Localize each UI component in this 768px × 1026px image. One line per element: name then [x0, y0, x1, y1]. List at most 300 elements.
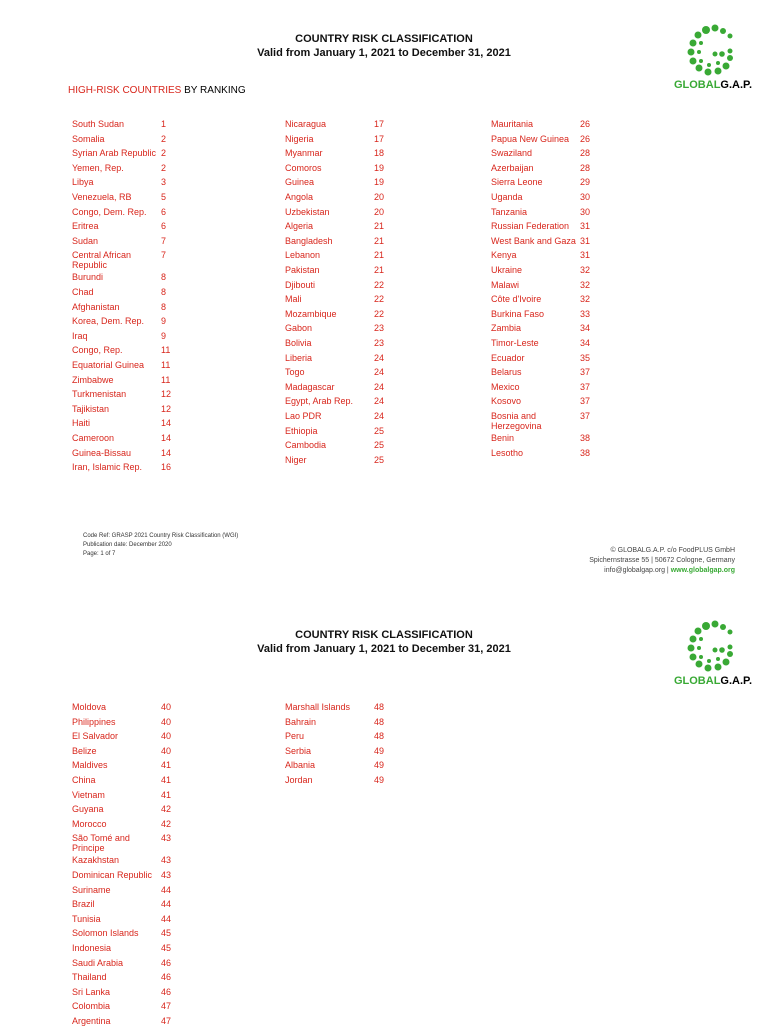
country-row [491, 133, 591, 144]
country-row [285, 367, 385, 378]
section-heading-rest: BY RANKING [181, 85, 246, 96]
country-row [72, 206, 167, 217]
country-row [285, 716, 385, 727]
country-row [72, 286, 167, 297]
logo-wordmark [668, 78, 758, 92]
country-rank: 37 [580, 381, 591, 392]
country-row [285, 162, 385, 173]
country-name: Tanzania [491, 206, 528, 217]
country-row [72, 250, 167, 271]
country-row [72, 330, 167, 341]
country-name: Gabon [285, 323, 313, 334]
country-name: Pakistan [285, 265, 320, 275]
country-row [72, 957, 172, 968]
country-rank: 2 [161, 148, 167, 159]
country-rank: 22 [374, 279, 385, 290]
country-rank: 43 [161, 855, 172, 866]
country-rank: 17 [374, 133, 385, 144]
country-rank: 42 [161, 804, 172, 815]
country-row [491, 192, 591, 202]
country-rank: 49 [374, 745, 385, 756]
country-name: West Bank and Gaza [491, 235, 576, 246]
country-row [72, 316, 167, 327]
country-name: Central African Republic [72, 250, 132, 271]
country-row [285, 192, 385, 202]
country-rank: 46 [161, 986, 172, 997]
country-name: Egypt, Arab Rep. [285, 396, 354, 407]
country-name: Nigeria [285, 133, 314, 144]
footer-right [589, 546, 735, 576]
country-name: Iraq [72, 330, 88, 341]
country-name: Guinea-Bissau [72, 447, 132, 458]
country-name: Saudi Arabia [72, 957, 124, 968]
country-name: Mexico [491, 381, 520, 392]
country-rank: 21 [374, 250, 385, 261]
country-rank: 40 [161, 731, 172, 742]
country-row [72, 418, 172, 429]
country-rank: 46 [161, 957, 172, 968]
country-rank: 12 [161, 389, 172, 400]
country-row [72, 1015, 172, 1026]
country-rank: 24 [374, 367, 385, 378]
country-name: Sudan [72, 235, 99, 246]
country-name: Syrian Arab Republic [72, 148, 157, 159]
country-name: Swaziland [491, 148, 533, 159]
country-name: Thailand [72, 972, 107, 983]
country-row [285, 206, 385, 217]
country-row [72, 462, 172, 473]
country-name: El Salvador [72, 731, 119, 742]
country-rank: 12 [161, 403, 172, 414]
country-rank: 25 [374, 425, 385, 436]
country-rank: 2 [161, 162, 167, 173]
globalgap-logo [668, 22, 758, 102]
country-row [72, 119, 167, 129]
country-rank: 28 [580, 162, 591, 173]
country-rank: 16 [161, 462, 172, 473]
country-name: Colombia [72, 1001, 111, 1012]
country-name: Marshall Islands [285, 702, 351, 712]
country-name: Congo, Rep. [72, 345, 123, 356]
country-row [72, 432, 172, 443]
country-row [72, 899, 172, 910]
country-name: Yemen, Rep. [72, 162, 124, 173]
country-row [285, 745, 385, 756]
footer-copyright: © GLOBALG.A.P. c/o FoodPLUS GmbH [610, 547, 735, 554]
country-name: Indonesia [72, 942, 112, 953]
country-rank: 31 [580, 250, 591, 261]
country-name: Malawi [491, 279, 520, 290]
country-rank: 17 [374, 119, 385, 129]
country-rank: 21 [374, 265, 385, 275]
country-name: Maldives [72, 760, 108, 771]
country-rank: 48 [374, 716, 385, 727]
logo-wordmark-bold: GLOBAL [673, 79, 721, 91]
country-row [285, 323, 385, 334]
country-rank: 11 [161, 359, 171, 370]
country-name: Sri Lanka [72, 986, 111, 997]
country-row [491, 352, 591, 363]
country-row [72, 986, 172, 997]
country-name: Korea, Dem. Rep. [72, 316, 145, 327]
country-rank: 28 [580, 148, 591, 159]
country-row [72, 789, 172, 800]
country-row [72, 403, 172, 414]
country-row [72, 731, 172, 742]
country-name: Comoros [285, 162, 322, 173]
country-rank: 9 [161, 316, 167, 327]
country-rank: 6 [161, 206, 167, 217]
country-row [72, 804, 172, 815]
country-name: Kenya [491, 250, 517, 261]
country-name: Moldova [72, 702, 107, 712]
country-row [72, 775, 172, 785]
country-rank: 14 [161, 432, 172, 443]
country-row [285, 148, 385, 159]
country-row [72, 272, 167, 283]
country-row [285, 411, 385, 421]
country-rank: 32 [580, 294, 591, 305]
country-rank: 41 [161, 775, 172, 785]
country-row [72, 389, 172, 400]
country-row [72, 359, 171, 370]
country-row [72, 884, 172, 895]
country-name: Cambodia [285, 440, 327, 451]
country-row [491, 381, 591, 392]
country-name: Azerbaijan [491, 162, 534, 173]
country-rank: 23 [374, 323, 385, 334]
logo-wordmark [668, 674, 758, 688]
country-row [72, 855, 172, 866]
country-name: Iran, Islamic Rep. [72, 462, 143, 473]
country-name: Morocco [72, 818, 107, 829]
country-row [285, 760, 385, 771]
country-row [285, 250, 385, 261]
country-name: Bolivia [285, 338, 312, 348]
country-rank: 5 [161, 192, 167, 202]
globalgap-g-logo-icon [668, 618, 758, 674]
country-rank: 44 [161, 899, 172, 910]
country-rank: 7 [161, 235, 167, 246]
country-name: Solomon Islands [72, 928, 139, 939]
country-rank: 34 [580, 338, 591, 348]
country-name: Niger [285, 454, 307, 465]
country-rank: 44 [161, 884, 172, 895]
country-row [491, 148, 591, 159]
country-name: Myanmar [285, 148, 323, 159]
country-row [491, 279, 591, 290]
country-name: Bangladesh [285, 235, 333, 246]
country-rank: 24 [374, 381, 385, 392]
footer-left [83, 532, 238, 559]
country-name: Afghanistan [72, 301, 120, 312]
country-name: Uzbekistan [285, 206, 330, 217]
country-rank: 8 [161, 301, 167, 312]
code-reference: Code Ref: GRASP 2021 Country Risk Classification (WGI) [83, 533, 239, 539]
country-row [285, 221, 385, 232]
country-rank: 37 [580, 367, 591, 378]
country-row [491, 308, 591, 319]
section-heading [68, 85, 246, 97]
country-name: Lebanon [285, 250, 321, 261]
country-row [491, 162, 591, 173]
logo-wordmark-rest: G.A.P. [720, 79, 753, 91]
country-rank: 40 [161, 702, 172, 712]
country-row [72, 833, 172, 854]
country-rank: 24 [374, 396, 385, 407]
document-page-2 [0, 592, 768, 1024]
country-row [285, 279, 385, 290]
country-rank: 40 [161, 716, 172, 727]
country-row [491, 294, 591, 305]
country-rank: 44 [161, 913, 172, 924]
country-rank: 32 [580, 265, 591, 275]
country-name: São Tomé and Principe [72, 833, 130, 854]
country-name: Liberia [285, 352, 313, 363]
country-name: Jordan [285, 775, 313, 785]
country-rank: 8 [161, 286, 167, 297]
country-name: Mali [285, 294, 302, 305]
country-name: Burundi [72, 272, 104, 283]
country-rank: 14 [161, 418, 172, 429]
country-rank: 24 [374, 411, 385, 421]
footer-address: Spichernstrasse 55 | 50672 Cologne, Germany [589, 557, 735, 564]
country-rank: 43 [161, 869, 172, 880]
country-name: Argentina [72, 1015, 111, 1026]
country-row [72, 928, 172, 939]
country-row [72, 869, 172, 880]
country-name: Tajikistan [72, 403, 110, 414]
page-subtitle: Valid from January 1, 2021 to December 31, 2021 [257, 643, 511, 655]
country-name: Timor-Leste [491, 338, 539, 348]
country-rank: 38 [580, 432, 591, 443]
publication-date: Publication date: December 2020 [83, 542, 172, 548]
country-rank: 45 [161, 942, 172, 953]
country-row [72, 345, 171, 356]
country-rank: 21 [374, 235, 385, 246]
country-rank: 3 [161, 177, 167, 188]
country-row [285, 308, 385, 319]
country-row [491, 396, 591, 407]
country-name: Angola [285, 192, 314, 202]
country-row [491, 265, 591, 275]
country-rank: 35 [580, 352, 591, 363]
page-number: Page: 1 of 7 [83, 551, 116, 557]
country-name: Zimbabwe [72, 374, 114, 385]
country-name: Eritrea [72, 221, 99, 232]
country-name: Bahrain [285, 716, 317, 727]
country-rank: 40 [161, 745, 172, 756]
country-name: Philippines [72, 716, 116, 727]
country-rank: 2 [161, 133, 167, 144]
country-rank: 31 [580, 235, 591, 246]
section-heading-highlight: HIGH-RISK COUNTRIES [68, 85, 182, 96]
country-rank: 24 [374, 352, 385, 363]
country-row [72, 913, 172, 924]
country-name: Dominican Republic [72, 869, 153, 880]
country-row [491, 177, 591, 188]
country-name: Sierra Leone [491, 177, 543, 188]
country-row [285, 235, 385, 246]
logo-wordmark-rest: G.A.P. [720, 675, 753, 687]
country-name: Chad [72, 286, 94, 297]
country-row [72, 235, 167, 246]
country-row [491, 447, 591, 458]
country-name: Bosnia and Herzegovina [491, 411, 542, 431]
country-row [285, 265, 385, 275]
country-name: Serbia [285, 745, 312, 756]
country-rank: 25 [374, 440, 385, 451]
country-rank: 23 [374, 338, 385, 348]
country-rank: 41 [161, 789, 172, 800]
country-name: Kazakhstan [72, 855, 120, 866]
country-rank: 31 [580, 221, 591, 232]
country-row [72, 818, 172, 829]
country-rank: 18 [374, 148, 385, 159]
country-row [491, 411, 591, 431]
country-name: Belize [72, 745, 97, 756]
country-rank: 30 [580, 192, 591, 202]
footer-email[interactable]: info@globalgap.org | [604, 567, 671, 574]
country-name: Tunisia [72, 913, 101, 924]
country-row [285, 425, 385, 436]
country-name: Somalia [72, 133, 105, 144]
country-rank: 21 [374, 221, 385, 232]
country-name: Ukraine [491, 265, 523, 275]
country-row [72, 192, 167, 202]
country-name: Zambia [491, 323, 522, 334]
country-row [285, 702, 385, 712]
country-row [285, 294, 385, 305]
country-row [72, 177, 167, 188]
country-row [72, 447, 172, 458]
country-rank: 20 [374, 192, 385, 202]
country-name: Guyana [72, 804, 104, 815]
logo-wordmark-bold: GLOBAL [673, 675, 721, 687]
country-rank: 43 [161, 833, 172, 844]
country-row [285, 338, 385, 348]
country-row [285, 119, 385, 129]
country-row [285, 352, 385, 363]
country-rank: 48 [374, 731, 385, 742]
country-name: Albania [285, 760, 316, 771]
country-row [491, 367, 591, 378]
globalgap-logo [668, 618, 758, 698]
country-name: Nicaragua [285, 119, 327, 129]
country-row [72, 760, 172, 771]
country-row [72, 133, 167, 144]
country-row [491, 119, 591, 129]
country-name: Equatorial Guinea [72, 359, 145, 370]
country-row [72, 374, 171, 385]
country-row [285, 731, 385, 742]
country-rank: 14 [161, 447, 172, 458]
country-name: Mauritania [491, 119, 534, 129]
country-row [72, 301, 167, 312]
country-rank: 8 [161, 272, 167, 283]
country-row [285, 177, 385, 188]
country-name: Haiti [72, 418, 91, 429]
country-row [72, 745, 172, 756]
country-rank: 26 [580, 133, 591, 144]
country-name: Russian Federation [491, 221, 570, 232]
country-rank: 49 [374, 760, 385, 771]
country-name: Suriname [72, 884, 111, 895]
country-row [72, 702, 172, 712]
country-name: Guinea [285, 177, 315, 188]
page-title: COUNTRY RISK CLASSIFICATION [295, 33, 473, 45]
country-rank: 19 [374, 177, 385, 188]
country-rank: 46 [161, 972, 172, 983]
country-rank: 30 [580, 206, 591, 217]
country-name: Côte d'Ivoire [491, 294, 542, 305]
country-rank: 11 [161, 374, 171, 385]
country-name: South Sudan [72, 119, 125, 129]
footer-contact [589, 566, 735, 576]
footer-website-link[interactable]: www.globalgap.org [670, 567, 735, 574]
country-name: China [72, 775, 96, 785]
country-name: Togo [285, 367, 305, 378]
country-rank: 20 [374, 206, 385, 217]
country-row [72, 942, 172, 953]
country-name: Benin [491, 432, 515, 443]
country-name: Libya [72, 177, 94, 188]
country-name: Vietnam [72, 789, 105, 800]
country-rank: 11 [161, 345, 171, 356]
country-row [72, 972, 172, 983]
country-name: Papua New Guinea [491, 133, 570, 144]
country-rank: 9 [161, 330, 167, 341]
country-name: Ethiopia [285, 425, 318, 436]
country-rank: 38 [580, 447, 591, 458]
country-rank: 49 [374, 775, 385, 785]
country-row [285, 440, 385, 451]
country-rank: 42 [161, 818, 172, 829]
country-name: Lesotho [491, 447, 524, 458]
country-rank: 22 [374, 308, 385, 319]
country-rank: 48 [374, 702, 385, 712]
country-row [491, 235, 591, 246]
country-rank: 26 [580, 119, 591, 129]
country-row [285, 775, 385, 785]
country-row [72, 148, 167, 159]
country-row [72, 1001, 172, 1012]
country-rank: 34 [580, 323, 591, 334]
country-row [491, 250, 591, 261]
country-name: Turkmenistan [72, 389, 127, 400]
country-rank: 19 [374, 162, 385, 173]
country-row [491, 323, 591, 334]
country-row [491, 221, 591, 232]
country-name: Ecuador [491, 352, 525, 363]
country-row [491, 206, 591, 217]
country-name: Belarus [491, 367, 522, 378]
country-row [72, 221, 167, 232]
country-name: Mozambique [285, 308, 337, 319]
country-name: Uganda [491, 192, 523, 202]
country-row [72, 162, 167, 173]
country-rank: 37 [580, 411, 591, 421]
country-name: Burkina Faso [491, 308, 545, 319]
country-row [285, 381, 385, 392]
country-rank: 32 [580, 279, 591, 290]
country-row [285, 454, 385, 465]
country-rank: 33 [580, 308, 591, 319]
country-rank: 47 [161, 1001, 172, 1012]
country-name: Lao PDR [285, 411, 322, 421]
country-row [72, 716, 172, 727]
country-row [491, 338, 591, 348]
